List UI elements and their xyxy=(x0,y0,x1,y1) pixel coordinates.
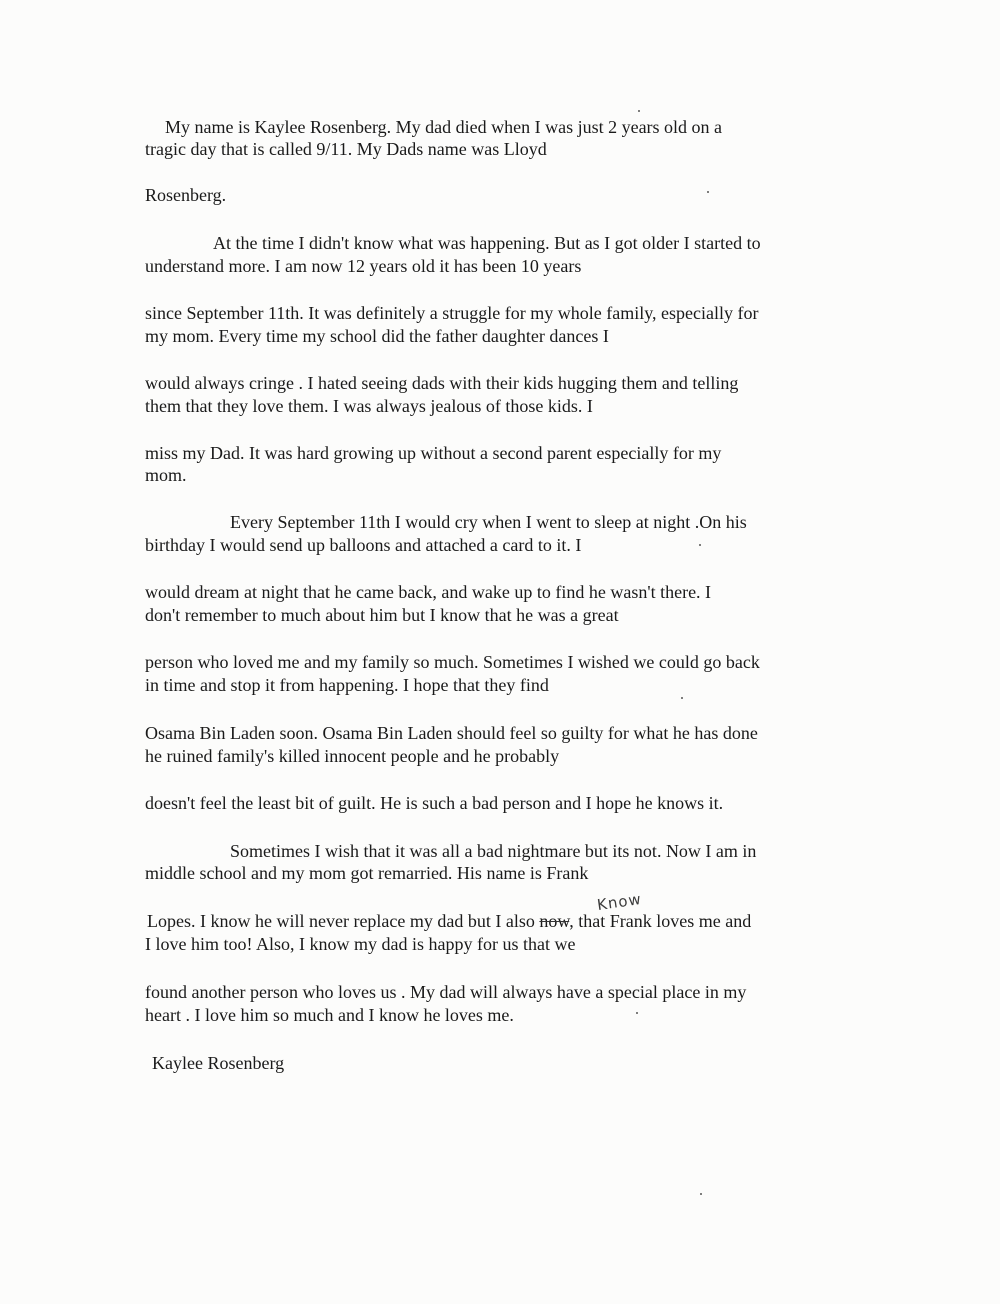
letter-line: miss my Dad. It was hard growing up without a second parent especially for my xyxy=(145,443,722,463)
letter-line: he ruined family's killed innocent people and he probably xyxy=(145,746,560,766)
letter-line: would dream at night that he came back, and wake up to find he wasn't there. I xyxy=(145,582,712,602)
letter-line: birthday I would send up balloons and attached a card to it. I xyxy=(145,535,582,555)
letter-line: my mom. Every time my school did the father daughter dances I xyxy=(145,326,609,346)
letter-line: At the time I didn't know what was happening. But as I got older I started to xyxy=(213,233,761,253)
letter-line: found another person who loves us . My dad will always have a special place in my xyxy=(145,982,747,1002)
letter-line: since September 11th. It was definitely a struggle for my whole family, especially for xyxy=(145,303,759,323)
letter-line: would always cringe . I hated seeing dads with their kids hugging them and telling xyxy=(145,373,739,393)
letter-line: them that they love them. I was always jealous of those kids. I xyxy=(145,396,593,416)
letter-line: middle school and my mom got remarried. His name is Frank xyxy=(145,863,589,883)
letter-line: My name is Kaylee Rosenberg. My dad died when I was just 2 years old on a xyxy=(165,117,723,137)
struck-word: now xyxy=(539,911,570,931)
letter-line: understand more. I am now 12 years old it has been 10 years xyxy=(145,256,582,276)
scan-speck xyxy=(707,191,709,193)
scan-speck xyxy=(636,1012,638,1014)
scan-speck xyxy=(681,697,683,699)
letter-line: heart . I love him so much and I know he loves me. xyxy=(145,1005,514,1025)
letter-line: in time and stop it from happening. I hope that they find xyxy=(145,675,549,695)
letter-line: Rosenberg. xyxy=(145,185,227,205)
correction-text-before: Lopes. I know he will never replace my dad but I also xyxy=(147,911,540,931)
letter-line: person who loved me and my family so much. Sometimes I wished we could go back xyxy=(145,652,760,672)
handwritten-correction: Know xyxy=(595,889,643,915)
scan-speck xyxy=(699,544,701,546)
correction-text-after: , that Frank loves me and xyxy=(569,911,752,931)
letter-line: mom. xyxy=(145,465,187,485)
letter-line: Every September 11th I would cry when I went to sleep at night .On his xyxy=(230,512,747,532)
letter-line: I love him too! Also, I know my dad is happy for us that we xyxy=(145,934,576,954)
signature-line: Kaylee Rosenberg xyxy=(152,1053,285,1073)
letter-line: doesn't feel the least bit of guilt. He is such a bad person and I hope he knows it. xyxy=(145,793,724,813)
scan-speck xyxy=(700,1193,702,1195)
letter-line: don't remember to much about him but I know that he was a great xyxy=(145,605,619,625)
letter-line: Sometimes I wish that it was all a bad nightmare but its not. Now I am in xyxy=(230,841,757,861)
scan-speck xyxy=(638,110,640,112)
letter-line-with-correction xyxy=(147,910,751,932)
letter-line: Osama Bin Laden soon. Osama Bin Laden should feel so guilty for what he has done xyxy=(145,723,758,743)
letter-line: tragic day that is called 9/11. My Dads name was Lloyd xyxy=(145,139,547,159)
